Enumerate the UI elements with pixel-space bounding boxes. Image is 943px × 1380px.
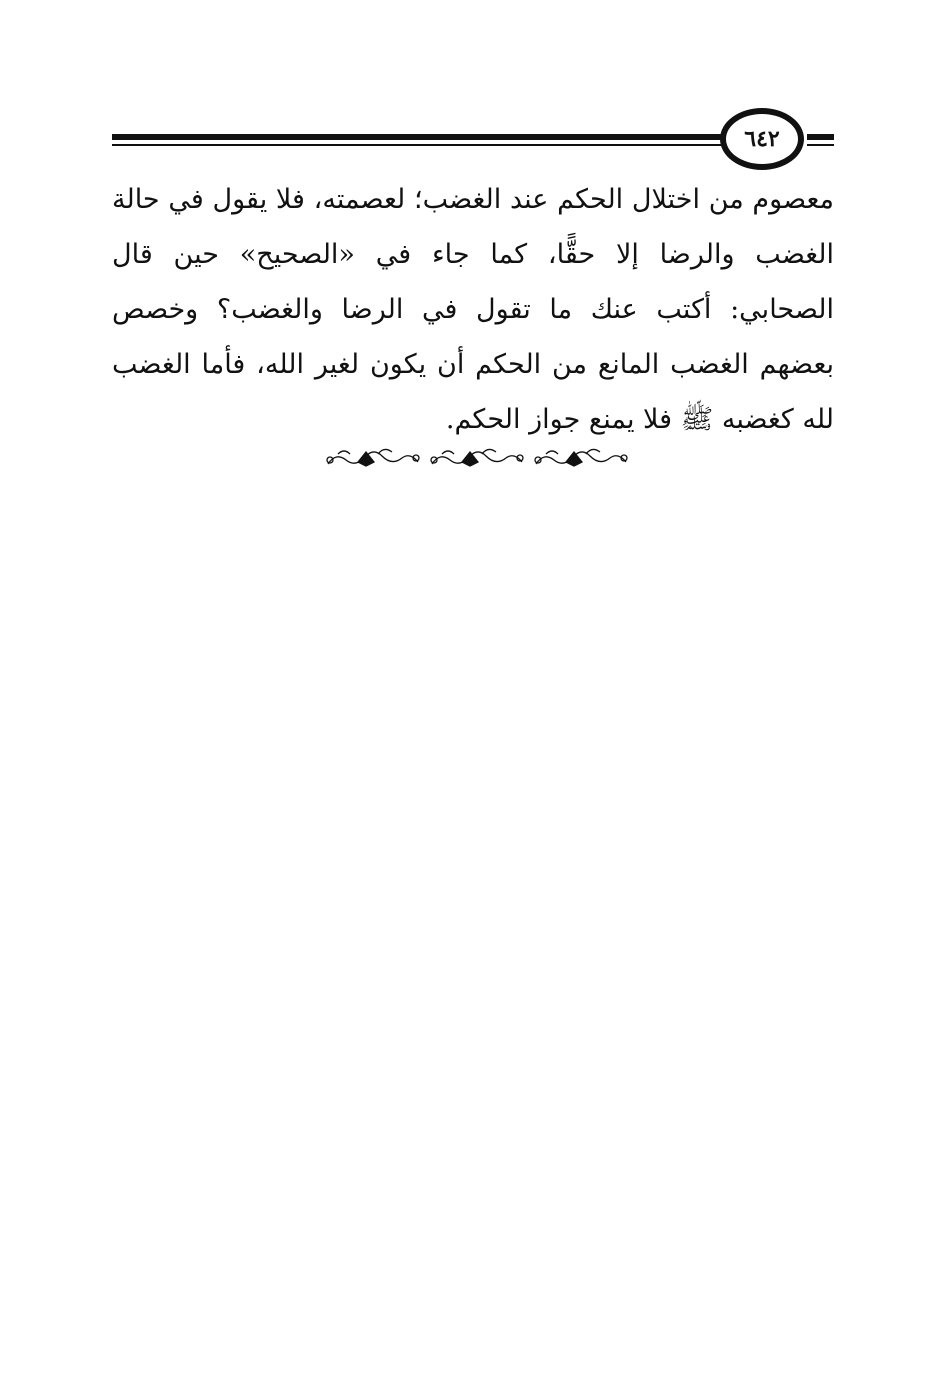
page-header [112,108,834,172]
ornament-unit [431,449,523,466]
header-rule-right-thick [807,134,834,140]
body-paragraph: معصوم من اختلال الحكم عند الغضب؛ لعصمته، فلا يقول في حالة الغضب والرضا إلا حقًّا، كما جاء في «الصحيح» حين قال الصحابي: أكتب عنك ما تقول في الرضا والغضب؟ وخصص بعضهم الغضب المانع من الحكم أن يكون لغير الله، فأما الغضب لله كغضبه ﷺ فلا يمنع جواز الحكم. [112,184,834,435]
ornament-unit [535,449,627,466]
header-rule-thick [112,134,724,140]
ornament-unit [327,449,419,466]
page-number: ٦٤٢ [744,126,780,152]
page-number-badge [720,108,804,170]
floral-divider-icon [322,442,634,474]
header-rule-thin [112,144,724,146]
header-rule-right-thin [807,144,834,146]
